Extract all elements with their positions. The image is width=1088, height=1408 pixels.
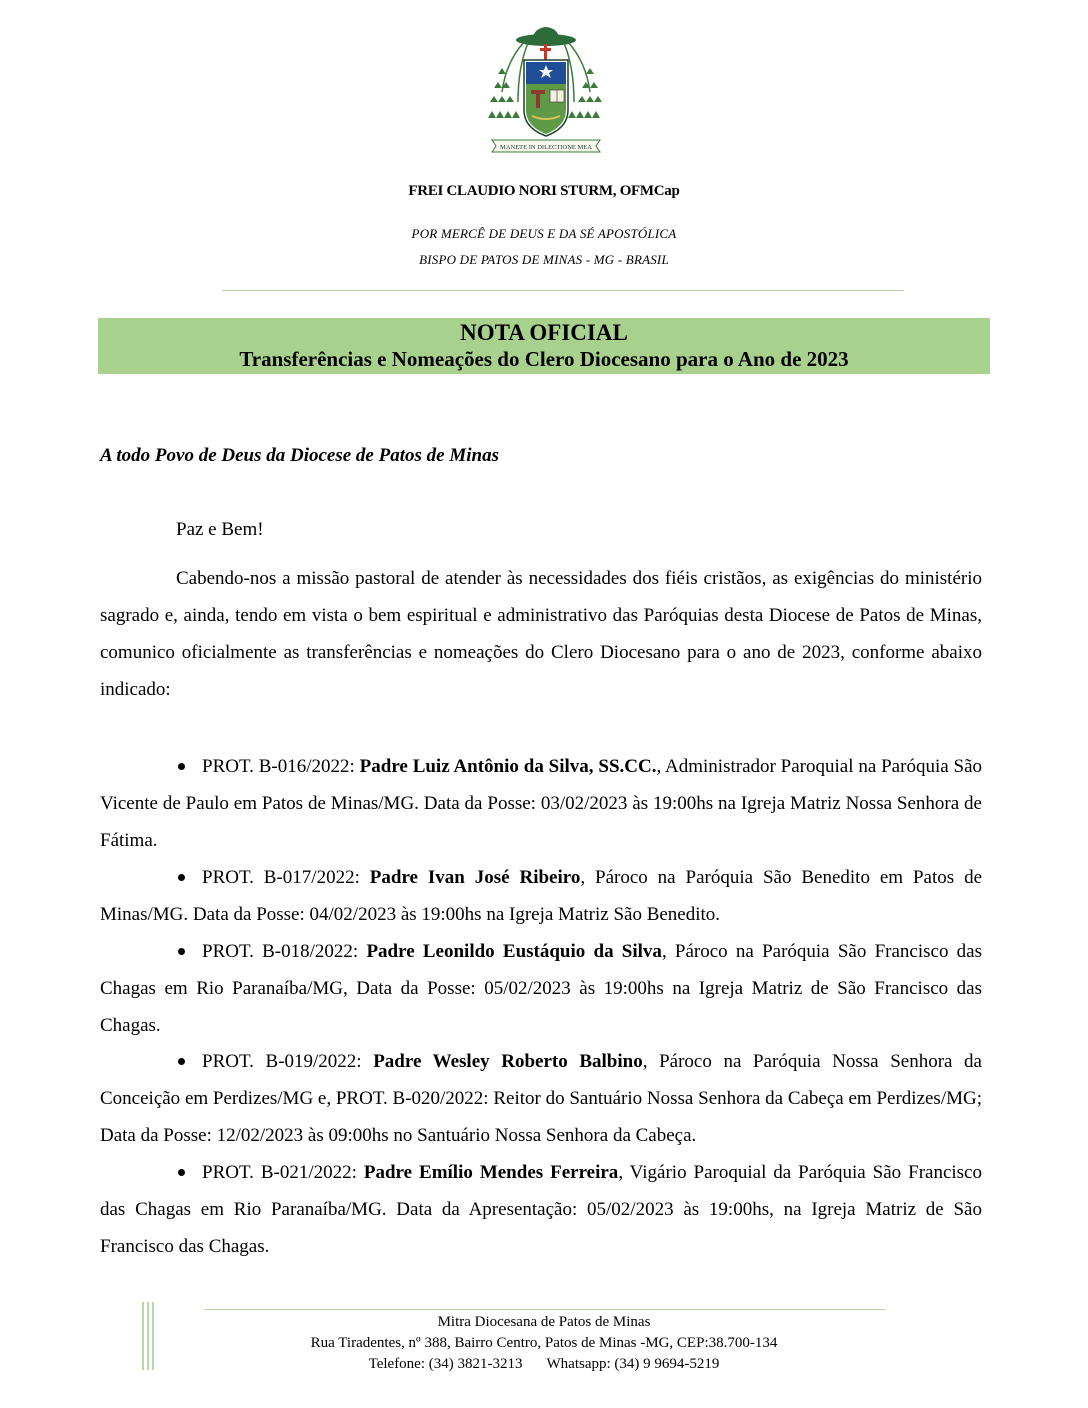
bishop-title-line-1: POR MERCÊ DE DEUS E DA SÉ APOSTÓLICA — [411, 226, 677, 241]
greeting: A todo Povo de Deus da Diocese de Patos de Minas — [100, 445, 499, 466]
footer-phone: Telefone: (34) 3821-3213 — [368, 1356, 523, 1372]
appointment-item — [100, 1043, 982, 1154]
priest-name: Padre Ivan José Ribeiro — [369, 867, 581, 888]
bullet-icon — [176, 748, 202, 785]
priest-name: Padre Emílio Mendes Ferreira — [363, 1162, 619, 1183]
bullet-icon — [176, 859, 202, 896]
motto-text: MANETE IN DILECTIONE MEA — [500, 144, 592, 151]
prot-number: PROT. B-018/2022: — [202, 941, 367, 962]
episcopal-coat-of-arms — [484, 22, 608, 158]
footer-contacts — [0, 1356, 1088, 1373]
bishop-name: FREI CLAUDIO NORI STURM, OFMCap — [408, 183, 680, 199]
bishop-title-line-2: BISPO DE PATOS DE MINAS - MG - BRASIL — [419, 252, 669, 267]
motto-ribbon — [492, 140, 600, 152]
appointment-item — [100, 859, 982, 933]
salutation: Paz e Bem! — [176, 519, 264, 540]
footer-divider — [204, 1309, 886, 1310]
galero-hat-crown — [532, 27, 560, 40]
appointment-text: , Administrador Paroquial na Paróquia São Vicente de Paulo em Patos de Minas/MG. Data da Posse: 03/02/2023 às 19:00hs na Igreja Matriz Nossa Senhora de Fátima. — [100, 756, 983, 851]
appointment-item — [100, 1154, 982, 1265]
appointment-text: , Pároco na Paróquia São Francisco das Chagas em Rio Paranaíba/MG, Data da Posse: 05/02/2023 às 19:00hs na Igreja Matriz de São Francisco das Chagas. — [100, 941, 983, 1036]
footer-org: Mitra Diocesana de Patos de Minas — [437, 1314, 651, 1330]
appointment-item — [100, 748, 982, 859]
document-title: NOTA OFICIAL — [460, 320, 628, 345]
prot-number: PROT. B-021/2022: — [202, 1162, 364, 1183]
priest-name: Padre Luiz Antônio da Silva, SS.CC. — [359, 756, 657, 777]
document-subtitle: Transferências e Nomeações do Clero Diocesano para o Ano de 2023 — [239, 347, 849, 371]
prot-number: PROT. B-016/2022: — [202, 756, 360, 777]
priest-name: Padre Wesley Roberto Balbino — [373, 1051, 643, 1072]
bullet-icon — [176, 1043, 202, 1080]
header-divider — [222, 290, 904, 291]
bullet-icon — [176, 1154, 202, 1191]
intro-paragraph: Cabendo-nos a missão pastoral de atender às necessidades dos fiéis cristãos, as exigências do ministério sagrado e, ainda, tendo em vista o bem espiritual e administrativo das Paróquias desta Diocese de Patos de Minas, comunico oficialmente as transferências e nomeações do Clero Diocesano para o ano de 2023, conforme abaixo indicado: — [100, 568, 982, 700]
appointment-text: , Pároco na Paróquia São Benedito em Patos de Minas/MG. Data da Posse: 04/02/2023 às 19:00hs na Igreja Matriz São Benedito. — [100, 867, 982, 925]
cross-icon — [544, 44, 547, 60]
prot-number: PROT. B-019/2022: — [202, 1051, 374, 1072]
footer-whatsapp: Whatsapp: (34) 9 9694-5219 — [546, 1356, 720, 1372]
appointment-item — [100, 933, 982, 1044]
appointment-text: , Vigário Paroquial da Paróquia São Francisco das Chagas em Rio Paranaíba/MG. Data da Apresentação: 05/02/2023 às 19:00hs, na Igreja Matriz de São Francisco das Chagas. — [100, 1162, 982, 1257]
footer-address: Rua Tiradentes, nº 388, Bairro Centro, Patos de Minas -MG, CEP:38.700-134 — [310, 1335, 778, 1351]
shield — [524, 60, 568, 136]
prot-number: PROT. B-017/2022: — [202, 867, 370, 888]
priest-name: Padre Leonildo Eustáquio da Silva — [366, 941, 662, 962]
appointment-text: , Pároco na Paróquia Nossa Senhora da Conceição em Perdizes/MG e, PROT. B-020/2022: Reitor do Santuário Nossa Senhora da Cabeça em Perdizes/MG; Data da Posse: 12/02/2023 às 09:00hs no Santuário Nossa Senhora da Cabeça. — [100, 1051, 982, 1146]
tassels-left — [488, 68, 520, 118]
bullet-icon — [176, 933, 202, 970]
title-banner — [98, 318, 990, 374]
